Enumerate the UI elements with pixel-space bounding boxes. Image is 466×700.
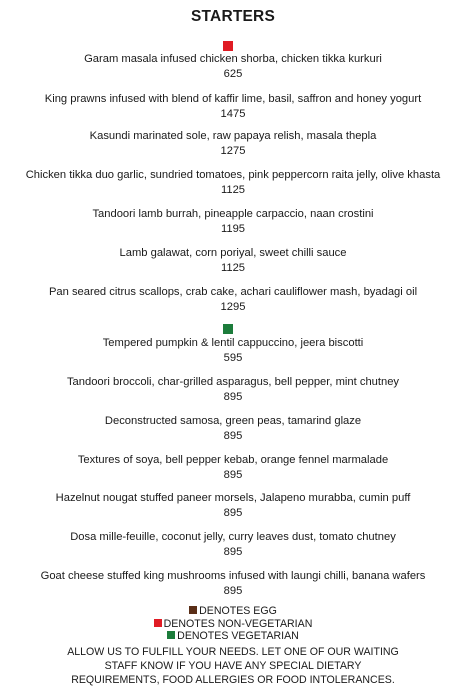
- dietary-notice: ALLOW US TO FULFILL YOUR NEEDS. LET ONE OF OUR WAITING STAFF KNOW IF YOU HAVE ANY SPECIAL DIETARY REQUIREMENTS, FOOD ALLERGIES OR FOOD INTOLERANCES.: [67, 645, 399, 686]
- menu-item-name: Hazelnut nougat stuffed paneer morsels, Jalapeno murabba, cumin puff: [55, 492, 411, 504]
- menu-item-price: 895: [223, 430, 243, 442]
- menu-item: [0, 92, 466, 122]
- menu-item-name: King prawns infused with blend of kaffir lime, basil, saffron and honey yogurt: [44, 93, 422, 105]
- menu-item: [0, 246, 466, 276]
- legend-row-egg: [0, 605, 466, 618]
- menu-item-name: Dosa mille-feuille, coconut jelly, curry leaves dust, tomato chutney: [70, 531, 396, 543]
- menu-item: [0, 52, 466, 82]
- menu-item-name: Textures of soya, bell pepper kebab, orange fennel marmalade: [77, 454, 389, 466]
- menu-item-price: 895: [223, 469, 243, 481]
- menu-item-name: Tandoori lamb burrah, pineapple carpaccio, naan crostini: [92, 208, 374, 220]
- menu-item: [0, 336, 466, 366]
- vegetarian-square-icon: [223, 324, 233, 334]
- non-vegetarian-square-icon: [154, 619, 162, 627]
- non-vegetarian-square-icon: [223, 41, 233, 51]
- menu-item-price: 895: [223, 391, 243, 403]
- legend-row-vegetarian: [0, 630, 466, 643]
- egg-square-icon: [189, 606, 197, 614]
- legend-label-vegetarian: DENOTES VEGETARIAN: [177, 630, 299, 642]
- menu-item-price: 625: [223, 68, 243, 80]
- menu-item-name: Kasundi marinated sole, raw papaya relish, masala thepla: [89, 130, 377, 142]
- menu-item-price: 895: [223, 585, 243, 597]
- menu-item: [0, 569, 466, 599]
- menu-item-name: Pan seared citrus scallops, crab cake, achari cauliflower mash, byadagi oil: [48, 286, 418, 298]
- menu-item-name: Goat cheese stuffed king mushrooms infused with laungi chilli, banana wafers: [40, 570, 426, 582]
- legend-row-non-vegetarian: [0, 618, 466, 631]
- menu-item-price: 1295: [220, 301, 246, 313]
- menu-item-name: Tandoori broccoli, char-grilled asparagus, bell pepper, mint chutney: [66, 376, 400, 388]
- menu-item-price: 1475: [220, 108, 246, 120]
- menu-item: [0, 207, 466, 237]
- menu-item-price: 1275: [220, 145, 246, 157]
- menu-item: [0, 375, 466, 405]
- menu-item-price: 1125: [220, 262, 246, 274]
- legend-label-egg: DENOTES EGG: [199, 605, 277, 617]
- dietary-legend: [0, 605, 466, 687]
- menu-item-price: 895: [223, 507, 243, 519]
- menu-item-price: 1195: [220, 223, 246, 235]
- menu-item: [0, 129, 466, 159]
- menu-item: [0, 168, 466, 198]
- menu-heading: STARTERS: [191, 8, 275, 25]
- vegetarian-square-icon: [167, 631, 175, 639]
- menu-item-price: 1125: [220, 184, 246, 196]
- menu-item: [0, 530, 466, 560]
- menu-item-price: 595: [223, 352, 243, 364]
- menu-item-name: Deconstructed samosa, green peas, tamarind glaze: [104, 415, 362, 427]
- menu-item-name: Lamb galawat, corn poriyal, sweet chilli sauce: [119, 247, 347, 259]
- menu-item: [0, 453, 466, 483]
- menu-item-name: Garam masala infused chicken shorba, chicken tikka kurkuri: [84, 53, 382, 65]
- menu-item: [0, 414, 466, 444]
- menu-item: [0, 491, 466, 521]
- menu-item-price: 895: [223, 546, 243, 558]
- menu-item-name: Tempered pumpkin & lentil cappuccino, jeera biscotti: [102, 337, 364, 349]
- menu-item-name: Chicken tikka duo garlic, sundried tomatoes, pink peppercorn raita jelly, olive khasta: [25, 169, 441, 181]
- menu-item: [0, 285, 466, 315]
- legend-label-non-vegetarian: DENOTES NON-VEGETARIAN: [163, 617, 313, 630]
